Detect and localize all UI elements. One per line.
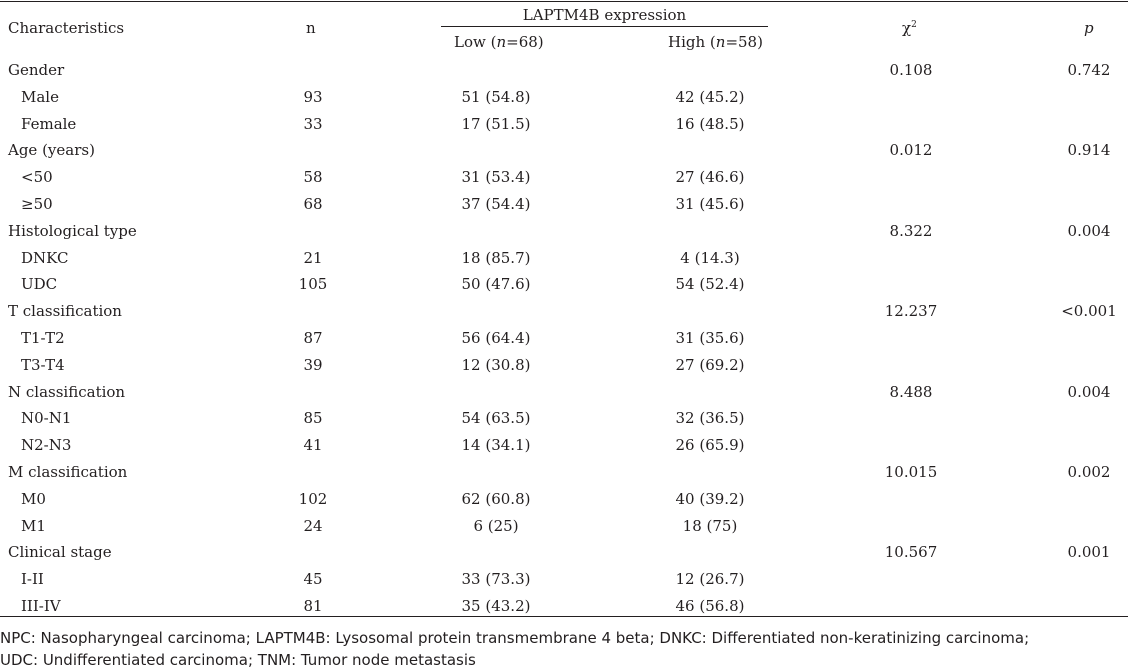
cell-chi: 0.108: [889, 61, 933, 79]
cell-high: 27 (46.6): [675, 168, 745, 187]
cell-label: Female: [21, 114, 77, 133]
cell-p: 0.002: [1067, 463, 1111, 481]
cell-low: 62 (60.8): [461, 489, 531, 508]
table-row: [0, 88, 1128, 115]
table-row: [0, 543, 1128, 570]
cell-p: 0.004: [1067, 382, 1111, 401]
cell-p: <0.001: [1061, 302, 1117, 321]
cell-n: 45: [303, 570, 323, 589]
table-row: [0, 383, 1128, 410]
cell-chi: 10.015: [884, 463, 938, 481]
cell-label: M0: [21, 489, 46, 508]
table-row: [0, 356, 1128, 383]
cell-label: Male: [21, 87, 59, 106]
cell-label: T3-T4: [21, 355, 65, 374]
cell-low: 37 (54.4): [461, 195, 531, 213]
cell-low: 6 (25): [473, 516, 519, 535]
cell-label: N2-N3: [21, 436, 72, 455]
cell-n: 39: [303, 355, 323, 374]
table-row: [0, 168, 1128, 195]
cell-low: 14 (34.1): [461, 436, 531, 455]
table-row: [0, 570, 1128, 597]
cell-high: 32 (36.5): [675, 409, 745, 428]
cell-p: 0.914: [1067, 141, 1111, 160]
cell-p: 0.742: [1067, 61, 1111, 79]
header-high: High (n=58): [668, 33, 763, 51]
footnote-line-1: NPC: Nasopharyngeal carcinoma; LAPTM4B: Lysosomal protein transmembrane 4 beta; DNKC: Differentiated non-keratinizing carcinoma;: [0, 629, 1030, 647]
header-laptm4b-expression: LAPTM4B expression: [522, 6, 687, 24]
cell-n: 58: [303, 168, 323, 187]
cell-label: T1-T2: [21, 329, 65, 347]
cell-low: 35 (43.2): [461, 597, 531, 615]
cell-label: ≥50: [21, 195, 53, 213]
cell-n: 33: [303, 114, 323, 133]
cell-high: 31 (45.6): [675, 195, 745, 213]
cell-label: M classification: [8, 463, 128, 481]
cell-chi: 0.012: [889, 141, 933, 160]
cell-high: 46 (56.8): [675, 597, 745, 615]
cell-low: 17 (51.5): [461, 114, 531, 133]
table-row: [0, 490, 1128, 517]
table-row: [0, 329, 1128, 356]
cell-n: 93: [303, 87, 323, 106]
cell-label: Histological type: [8, 221, 137, 240]
cell-n: 85: [303, 409, 323, 428]
cell-low: 54 (63.5): [461, 409, 531, 428]
table-row: [0, 517, 1128, 544]
cell-n: 24: [303, 516, 323, 535]
cell-low: 31 (53.4): [461, 168, 531, 187]
cell-label: <50: [21, 168, 53, 187]
cell-n: 105: [298, 275, 328, 294]
cell-high: 54 (52.4): [675, 275, 745, 294]
cell-label: DNKC: [21, 248, 69, 267]
footnote-line-2: UDC: Undifferentiated carcinoma; TNM: Tumor node metastasis: [0, 651, 476, 669]
cell-low: 33 (73.3): [461, 570, 531, 589]
cell-n: 81: [303, 597, 323, 615]
cell-high: 26 (65.9): [675, 436, 745, 455]
cell-n: 68: [303, 195, 323, 213]
table-row: [0, 249, 1128, 276]
cell-label: N0-N1: [21, 409, 72, 428]
cell-low: 18 (85.7): [461, 248, 531, 267]
cell-chi: 10.567: [884, 543, 938, 562]
cell-n: 102: [298, 489, 328, 508]
table-row: [0, 222, 1128, 249]
table-row: [0, 436, 1128, 463]
cell-label: I-II: [21, 570, 44, 589]
cell-low: 51 (54.8): [461, 87, 531, 106]
cell-high: 16 (48.5): [675, 114, 745, 133]
cell-chi: 8.322: [889, 221, 933, 240]
cell-label: Gender: [8, 61, 65, 79]
cell-chi: 8.488: [889, 382, 933, 401]
cell-high: 40 (39.2): [675, 489, 745, 508]
cell-high: 12 (26.7): [675, 570, 745, 589]
table-row: [0, 409, 1128, 436]
cell-low: 56 (64.4): [461, 329, 531, 347]
cell-high: 42 (45.2): [675, 87, 745, 106]
cell-n: 41: [303, 436, 323, 455]
table-row: [0, 302, 1128, 329]
header-low: Low (n=68): [454, 33, 544, 51]
cell-low: 12 (30.8): [461, 355, 531, 374]
cell-n: 87: [303, 329, 323, 347]
cell-p: 0.001: [1067, 543, 1111, 562]
header-chi-square: $\chi^2$: [902, 19, 917, 37]
cell-label: T classification: [8, 302, 122, 321]
header-n: n: [306, 19, 316, 37]
table-bottom-rule: [0, 616, 1128, 617]
table-row: [0, 195, 1128, 222]
header-p-value: p: [1084, 19, 1094, 37]
table-row: [0, 61, 1128, 88]
header-characteristics: Characteristics: [8, 19, 125, 37]
cell-high: 27 (69.2): [675, 355, 745, 374]
table-row: [0, 115, 1128, 142]
cell-label: Clinical stage: [8, 543, 112, 562]
cell-chi: 12.237: [884, 302, 938, 321]
cell-label: N classification: [8, 382, 126, 401]
cell-label: III-IV: [21, 597, 61, 615]
table-row: [0, 597, 1128, 624]
cell-n: 21: [303, 248, 323, 267]
cell-label: Age (years): [8, 141, 95, 160]
cell-low: 50 (47.6): [461, 275, 531, 294]
cell-label: M1: [21, 516, 46, 535]
cell-p: 0.004: [1067, 221, 1111, 240]
table-row: [0, 141, 1128, 168]
cell-high: 18 (75): [682, 516, 738, 535]
cell-high: 31 (35.6): [675, 329, 745, 347]
cell-label: UDC: [21, 275, 58, 294]
table-row: [0, 463, 1128, 490]
table-row: [0, 275, 1128, 302]
cell-high: 4 (14.3): [680, 248, 740, 267]
